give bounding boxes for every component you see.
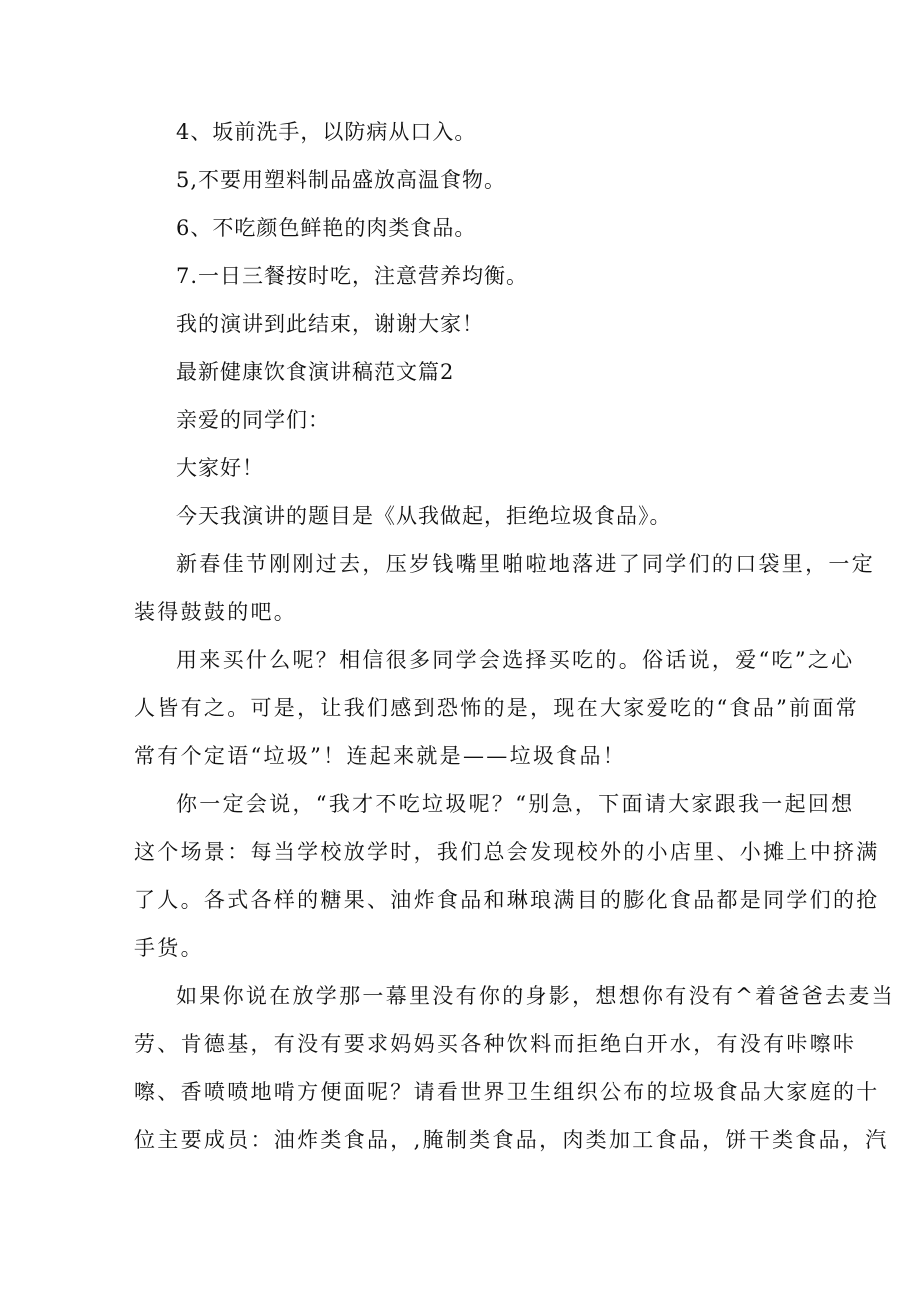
section-title: 最新健康饮食演讲稿范文篇2 [176,360,455,384]
speech-topic: 今天我演讲的题目是《从我做起，拒绝垃圾食品》。 [176,504,672,528]
greeting: 大家好！ [176,456,264,480]
paragraph-4-line-2: 劳、肯德基，有没有要求妈妈买各种饮料而拒绝白开水，有没有咔嚓咔 [134,1032,857,1056]
paragraph-4-line-3: 嚓、香喷喷地啃方便面呢？请看世界卫生组织公布的垃圾食品大家庭的十 [134,1080,880,1104]
salutation: 亲爱的同学们： [176,408,330,432]
paragraph-2-line-2: 人皆有之。可是，让我们感到恐怖的是，现在大家爱吃的“食品”前面常 [134,696,860,720]
paragraph-1-line-1: 新春佳节刚刚过去，压岁钱嘴里啪啦地落进了同学们的口袋里，一定 [176,552,875,576]
paragraph-3-line-1: 你一定会说，“我才不吃垃圾呢？“别急，下面请大家跟我一起回想 [176,792,855,816]
list-item-7: 7.一日三餐按时吃，注意营养均衡。 [176,264,529,288]
paragraph-3-line-3: 了人。各式各样的糖果、油炸食品和琳琅满目的膨化食品都是同学们的抢 [134,888,880,912]
paragraph-1-line-2: 装得鼓鼓的吧。 [134,600,298,624]
closing-line: 我的演讲到此结束，谢谢大家！ [176,312,484,336]
paragraph-2-line-1: 用来买什么呢？相信很多同学会选择买吃的。俗话说，爱“吃”之心 [176,648,855,672]
paragraph-4-line-4: 位主要成员：油炸类食品，,腌制类食品，肉类加工食品，饼干类食品，汽 [134,1128,889,1152]
list-item-4: 4、坂前洗手，以防病从口入。 [176,120,477,144]
paragraph-4-line-1: 如果你说在放学那一幕里没有你的身影，想想你有没有^着爸爸去麦当 [176,984,895,1008]
paragraph-3-line-2: 这个场景：每当学校放学时，我们总会发现校外的小店里、小摊上中挤满 [134,840,880,864]
list-item-5: 5,不要用塑料制品盛放高温食物。 [176,168,507,192]
paragraph-3-line-4: 手货。 [134,936,204,960]
paragraph-2-line-3: 常有个定语“垃圾”！连起来就是——垃圾食品！ [134,744,627,768]
list-item-6: 6、不吃颜色鲜艳的肉类食品。 [176,216,477,240]
